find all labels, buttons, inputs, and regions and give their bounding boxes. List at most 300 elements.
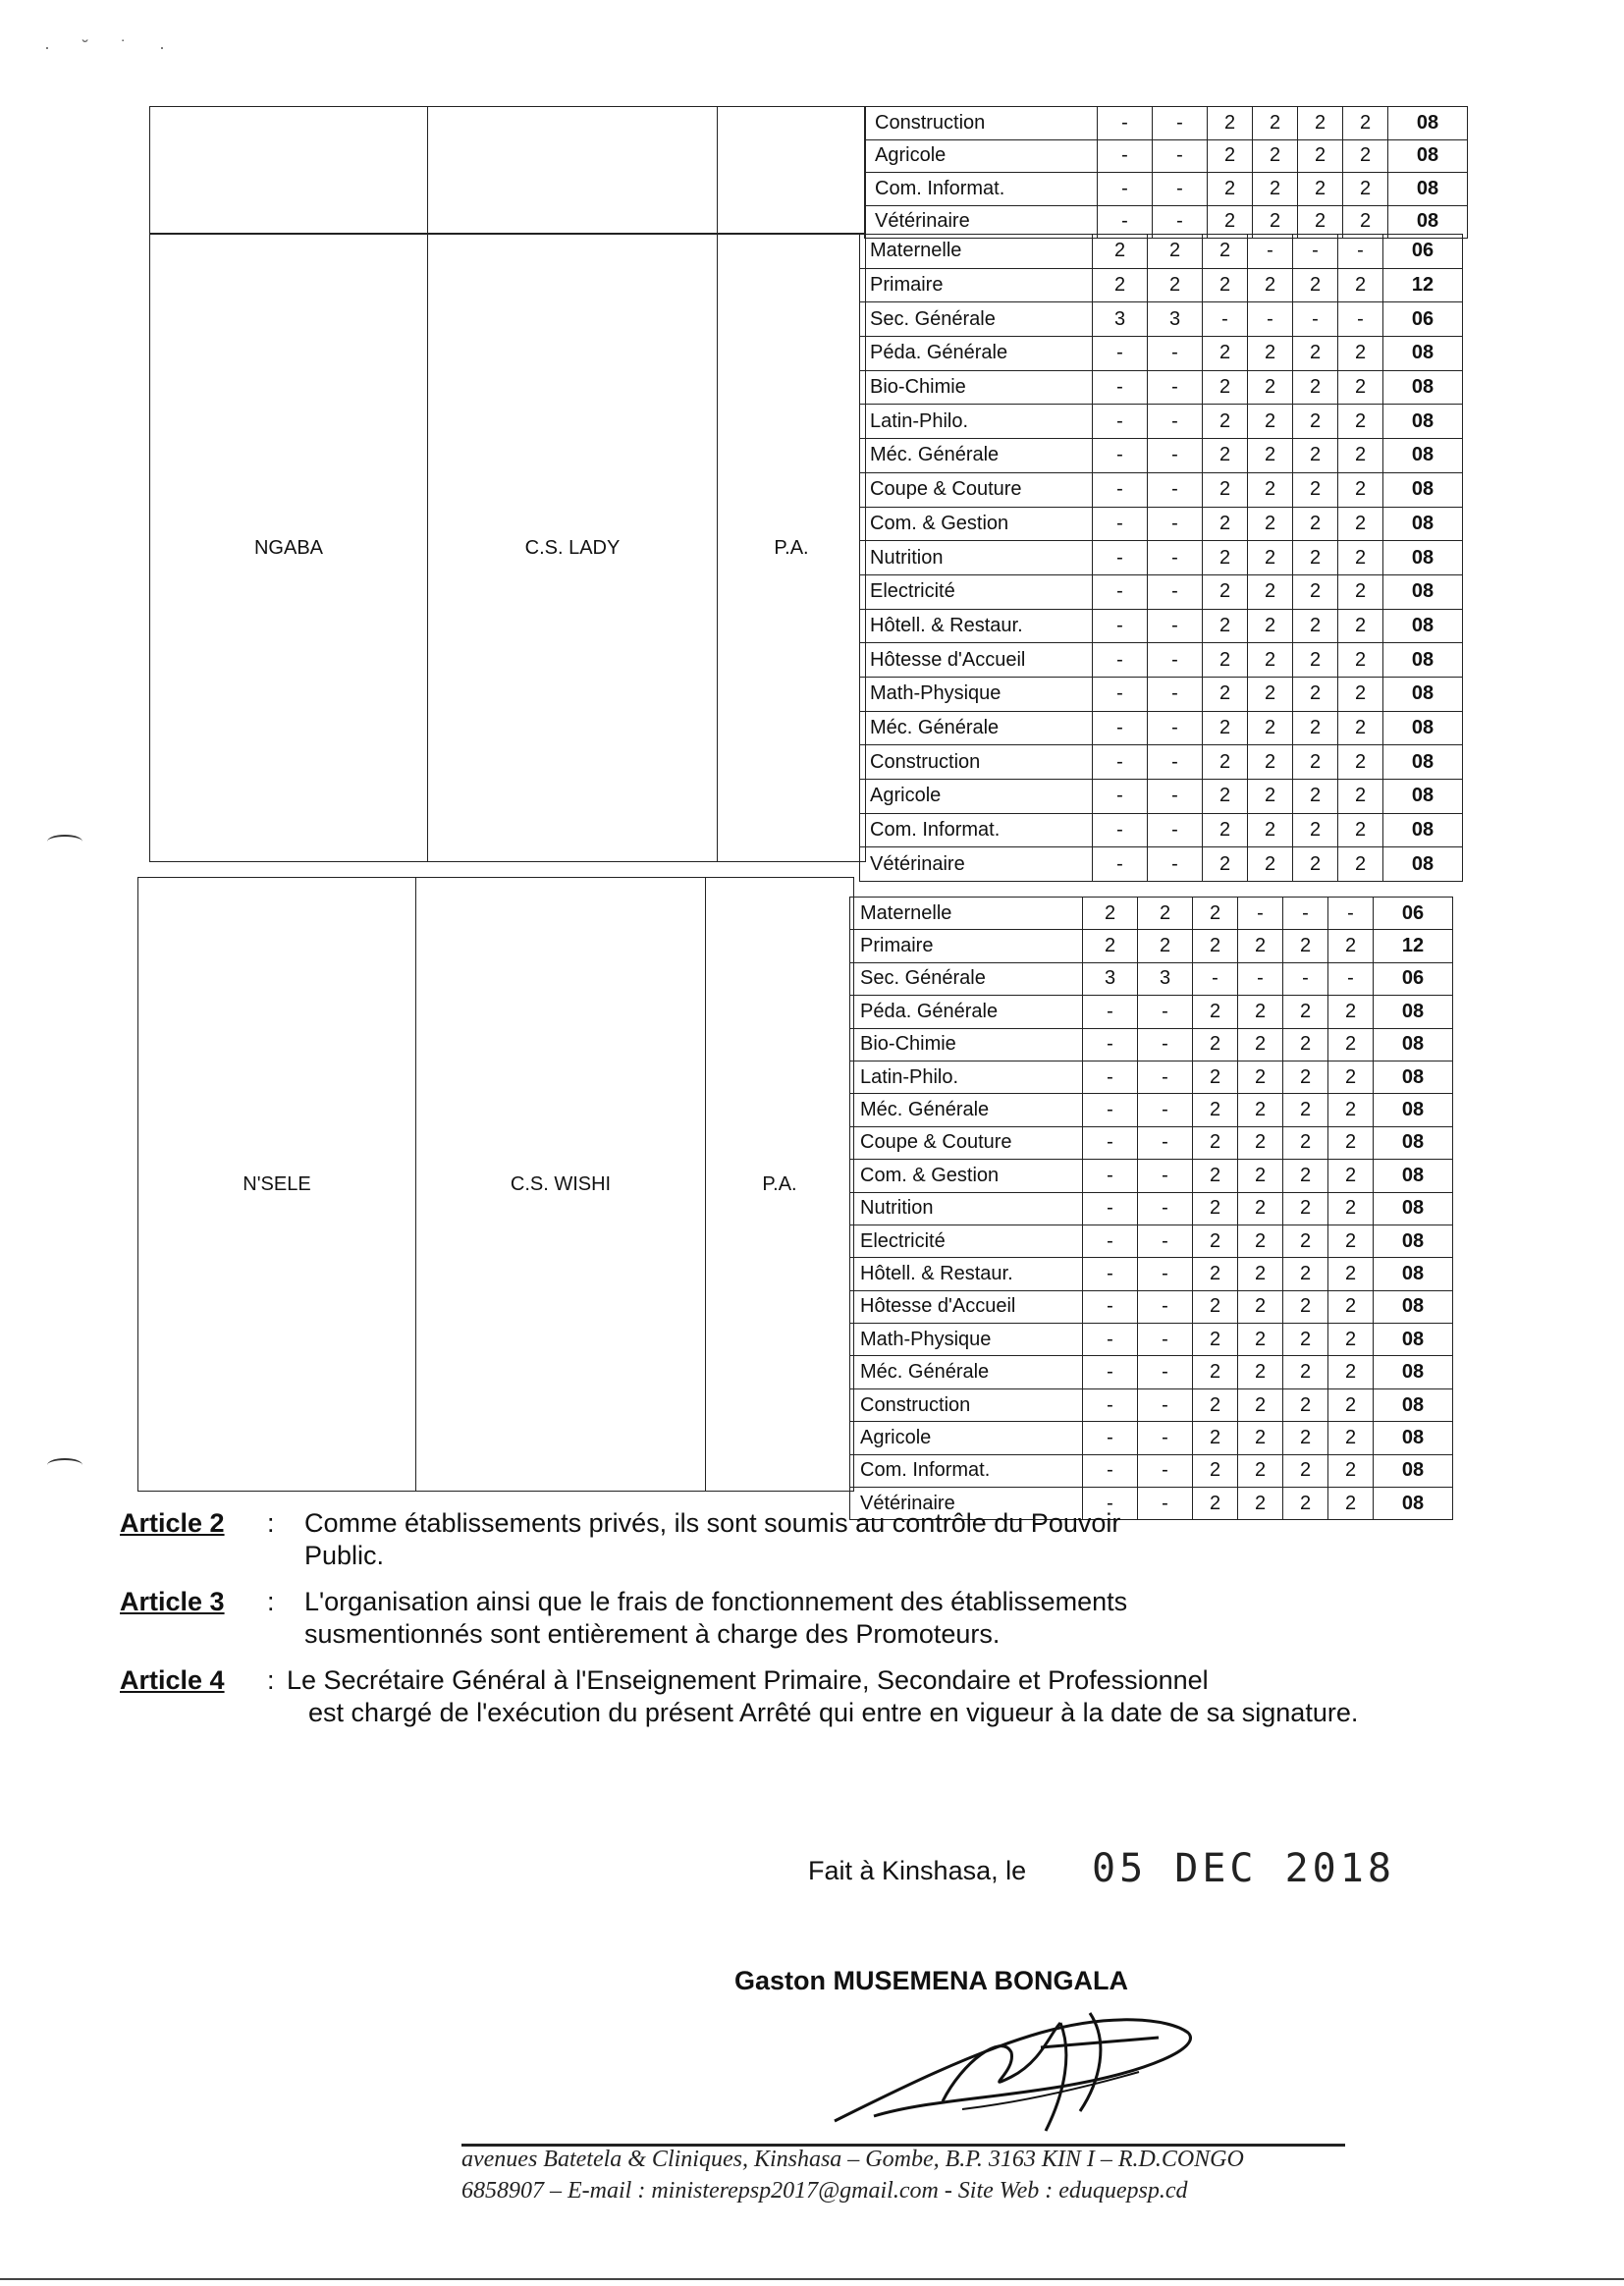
- option-name-cell: Nutrition: [860, 541, 1093, 575]
- class-count-cell: -: [1083, 1388, 1138, 1421]
- table-row: [860, 235, 1463, 269]
- class-count-cell: 2: [1203, 370, 1248, 405]
- class-count-cell: 2: [1298, 205, 1343, 239]
- class-count-cell: 2: [1293, 677, 1338, 711]
- article-colon: :: [267, 1508, 275, 1538]
- table-row: [860, 711, 1463, 745]
- class-count-cell: 2: [1248, 609, 1293, 643]
- class-count-cell: 2: [1283, 1028, 1328, 1061]
- class-count-cell: -: [1148, 711, 1203, 745]
- class-count-cell: 2: [1328, 1422, 1374, 1454]
- class-count-cell: 2: [1203, 472, 1248, 507]
- class-count-cell: -: [1138, 1258, 1193, 1290]
- class-count-cell: -: [1138, 1488, 1193, 1520]
- class-count-cell: -: [1093, 609, 1148, 643]
- class-count-cell: -: [1153, 205, 1208, 239]
- class-count-cell: 3: [1148, 302, 1203, 337]
- class-count-cell: 2: [1248, 337, 1293, 371]
- class-count-cell: 2: [1208, 205, 1253, 239]
- class-count-cell: -: [1193, 962, 1238, 995]
- class-count-cell: 2: [1293, 405, 1338, 439]
- class-count-cell: -: [1148, 780, 1203, 814]
- class-count-cell: -: [1093, 439, 1148, 473]
- class-count-cell: 2: [1328, 1488, 1374, 1520]
- class-count-cell: -: [1248, 302, 1293, 337]
- table-row: [860, 574, 1463, 609]
- class-count-cell: 2: [1193, 898, 1238, 930]
- class-count-cell: 3: [1083, 962, 1138, 995]
- option-name-cell: Math-Physique: [850, 1324, 1083, 1356]
- class-count-cell: 2: [1338, 472, 1383, 507]
- option-name-cell: Primaire: [860, 268, 1093, 302]
- table-row: [850, 930, 1453, 962]
- class-count-cell: 2: [1193, 1290, 1238, 1323]
- class-count-cell: 2: [1338, 574, 1383, 609]
- class-count-cell: -: [1203, 302, 1248, 337]
- class-count-cell: 2: [1283, 1225, 1328, 1257]
- class-count-cell: 2: [1203, 847, 1248, 882]
- total-cell: 08: [1383, 337, 1463, 371]
- table-row: [860, 268, 1463, 302]
- class-count-cell: 2: [1298, 173, 1343, 206]
- class-count-cell: 2: [1328, 1192, 1374, 1225]
- class-count-cell: -: [1083, 1290, 1138, 1323]
- left-columns: [149, 106, 866, 234]
- table-row: [865, 107, 1468, 140]
- class-count-cell: -: [1153, 107, 1208, 140]
- class-count-cell: 2: [1248, 507, 1293, 541]
- class-count-cell: 3: [1138, 962, 1193, 995]
- class-count-cell: -: [1328, 962, 1374, 995]
- class-count-cell: 2: [1253, 205, 1298, 239]
- class-count-cell: 2: [1238, 1488, 1283, 1520]
- class-count-cell: 2: [1238, 1290, 1283, 1323]
- option-name-cell: Agricole: [865, 139, 1098, 173]
- left-columns: [137, 877, 854, 1492]
- class-count-cell: 2: [1248, 574, 1293, 609]
- class-count-cell: -: [1138, 1225, 1193, 1257]
- option-name-cell: Coupe & Couture: [850, 1126, 1083, 1159]
- class-count-cell: -: [1093, 370, 1148, 405]
- class-count-cell: 2: [1293, 439, 1338, 473]
- class-count-cell: 2: [1203, 609, 1248, 643]
- class-count-cell: -: [1148, 370, 1203, 405]
- total-cell: 06: [1383, 235, 1463, 269]
- class-count-cell: 2: [1293, 370, 1338, 405]
- class-count-cell: -: [1093, 541, 1148, 575]
- total-cell: 08: [1374, 1422, 1453, 1454]
- school-cell: [428, 107, 718, 234]
- class-count-cell: 2: [1338, 370, 1383, 405]
- class-count-cell: 2: [1193, 930, 1238, 962]
- class-count-cell: -: [1148, 847, 1203, 882]
- class-count-cell: 2: [1338, 813, 1383, 847]
- class-count-cell: 2: [1193, 1225, 1238, 1257]
- class-count-cell: -: [1248, 235, 1293, 269]
- class-count-cell: 2: [1238, 1388, 1283, 1421]
- class-count-cell: 2: [1338, 405, 1383, 439]
- option-name-cell: Bio-Chimie: [850, 1028, 1083, 1061]
- article-3: [120, 1586, 1494, 1651]
- class-count-cell: 2: [1328, 1094, 1374, 1126]
- class-count-cell: -: [1138, 1388, 1193, 1421]
- table-row: [850, 1454, 1453, 1487]
- class-count-cell: -: [1138, 1290, 1193, 1323]
- table-row: [860, 405, 1463, 439]
- class-count-cell: -: [1138, 1192, 1193, 1225]
- option-name-cell: Electricité: [850, 1225, 1083, 1257]
- class-count-cell: -: [1238, 962, 1283, 995]
- class-count-cell: 2: [1328, 1126, 1374, 1159]
- class-count-cell: 2: [1328, 930, 1374, 962]
- class-count-cell: 2: [1283, 1094, 1328, 1126]
- option-name-cell: Com. & Gestion: [860, 507, 1093, 541]
- class-count-cell: -: [1293, 302, 1338, 337]
- class-count-cell: 2: [1328, 1028, 1374, 1061]
- class-count-cell: 2: [1208, 107, 1253, 140]
- total-cell: 08: [1374, 1225, 1453, 1257]
- class-count-cell: 2: [1283, 1454, 1328, 1487]
- class-count-cell: -: [1138, 1422, 1193, 1454]
- class-count-cell: 2: [1083, 930, 1138, 962]
- article-text: [287, 1664, 1435, 1729]
- class-count-cell: -: [1098, 205, 1153, 239]
- class-count-cell: 2: [1338, 847, 1383, 882]
- table-row: [850, 1126, 1453, 1159]
- table-row: [850, 1028, 1453, 1061]
- table-row: [860, 370, 1463, 405]
- table-row: [860, 472, 1463, 507]
- status-cell: [718, 107, 866, 234]
- class-count-cell: 2: [1203, 541, 1248, 575]
- class-count-cell: -: [1148, 405, 1203, 439]
- class-count-cell: 2: [1203, 780, 1248, 814]
- class-count-cell: 2: [1238, 1225, 1283, 1257]
- total-cell: 08: [1383, 711, 1463, 745]
- option-table: [859, 234, 1463, 882]
- option-name-cell: Méc. Générale: [850, 1094, 1083, 1126]
- table-row: [850, 1258, 1453, 1290]
- total-cell: 08: [1383, 780, 1463, 814]
- footer-contact: 6858907 – E-mail : ministerepsp2017@gmail.com - Site Web : eduquepsp.cd: [461, 2178, 1188, 2204]
- total-cell: 08: [1383, 813, 1463, 847]
- class-count-cell: -: [1093, 745, 1148, 780]
- table-row: [850, 1160, 1453, 1192]
- table-row: [850, 996, 1453, 1028]
- class-count-cell: 2: [1293, 780, 1338, 814]
- total-cell: 12: [1383, 268, 1463, 302]
- class-count-cell: 2: [1283, 1388, 1328, 1421]
- class-count-cell: -: [1083, 1225, 1138, 1257]
- class-count-cell: 2: [1193, 1094, 1238, 1126]
- total-cell: 08: [1374, 1192, 1453, 1225]
- table-row: [860, 337, 1463, 371]
- class-count-cell: -: [1138, 996, 1193, 1028]
- class-count-cell: 2: [1138, 898, 1193, 930]
- class-count-cell: 2: [1298, 139, 1343, 173]
- class-count-cell: -: [1148, 813, 1203, 847]
- table-block-ngaba: [149, 234, 1499, 875]
- article-line: est chargé de l'exécution du présent Arrêté qui entre en vigueur à la date de sa signature.: [308, 1698, 1359, 1727]
- table-row: [850, 1356, 1453, 1388]
- class-count-cell: -: [1138, 1160, 1193, 1192]
- total-cell: 08: [1383, 643, 1463, 678]
- class-count-cell: 2: [1238, 996, 1283, 1028]
- class-count-cell: -: [1083, 1061, 1138, 1093]
- class-count-cell: -: [1283, 962, 1328, 995]
- option-name-cell: Com. Informat.: [865, 173, 1098, 206]
- class-count-cell: -: [1083, 1454, 1138, 1487]
- class-count-cell: -: [1083, 1258, 1138, 1290]
- class-count-cell: 2: [1193, 1422, 1238, 1454]
- total-cell: 08: [1383, 541, 1463, 575]
- option-name-cell: Construction: [850, 1388, 1083, 1421]
- table-block-continued: [149, 106, 1499, 234]
- class-count-cell: 2: [1343, 139, 1388, 173]
- left-columns: [149, 234, 866, 862]
- class-count-cell: 2: [1203, 574, 1248, 609]
- class-count-cell: 3: [1093, 302, 1148, 337]
- table-row: [850, 1290, 1453, 1323]
- class-count-cell: 2: [1248, 711, 1293, 745]
- class-count-cell: 2: [1283, 1290, 1328, 1323]
- class-count-cell: -: [1083, 1192, 1138, 1225]
- table-row: [850, 898, 1453, 930]
- table-row: [850, 962, 1453, 995]
- option-name-cell: Hôtesse d'Accueil: [850, 1290, 1083, 1323]
- place-date-text: Fait à Kinshasa, le: [808, 1856, 1027, 1885]
- class-count-cell: 2: [1203, 507, 1248, 541]
- class-count-cell: -: [1148, 472, 1203, 507]
- class-count-cell: 2: [1338, 609, 1383, 643]
- total-cell: 12: [1374, 930, 1453, 962]
- class-count-cell: 2: [1328, 1160, 1374, 1192]
- option-name-cell: Agricole: [850, 1422, 1083, 1454]
- class-count-cell: 2: [1193, 1488, 1238, 1520]
- table-row: [860, 541, 1463, 575]
- class-count-cell: 2: [1328, 1454, 1374, 1487]
- total-cell: 08: [1383, 609, 1463, 643]
- scan-specks: · ˘ ˙ ·: [44, 37, 179, 57]
- class-count-cell: 2: [1193, 1160, 1238, 1192]
- class-count-cell: -: [1148, 541, 1203, 575]
- option-name-cell: Latin-Philo.: [860, 405, 1093, 439]
- class-count-cell: 2: [1293, 337, 1338, 371]
- table-row: [860, 507, 1463, 541]
- option-name-cell: Hôtell. & Restaur.: [850, 1258, 1083, 1290]
- date-stamp: 05 DEC 2018: [1092, 1846, 1395, 1891]
- class-count-cell: -: [1093, 813, 1148, 847]
- option-name-cell: Hôtesse d'Accueil: [860, 643, 1093, 678]
- option-name-cell: Nutrition: [850, 1192, 1083, 1225]
- option-name-cell: Sec. Générale: [850, 962, 1083, 995]
- class-count-cell: 2: [1283, 1061, 1328, 1093]
- signer-name: Gaston MUSEMENA BONGALA: [734, 1966, 1129, 1995]
- total-cell: 08: [1374, 1324, 1453, 1356]
- total-cell: 08: [1374, 1028, 1453, 1061]
- class-count-cell: 2: [1203, 268, 1248, 302]
- total-cell: 06: [1383, 302, 1463, 337]
- table-row: [850, 1094, 1453, 1126]
- class-count-cell: -: [1093, 507, 1148, 541]
- table-row: [860, 609, 1463, 643]
- class-count-cell: 2: [1203, 643, 1248, 678]
- class-count-cell: 2: [1293, 643, 1338, 678]
- class-count-cell: 2: [1203, 745, 1248, 780]
- class-count-cell: 2: [1248, 370, 1293, 405]
- class-count-cell: -: [1148, 439, 1203, 473]
- class-count-cell: 2: [1328, 1324, 1374, 1356]
- class-count-cell: 2: [1148, 235, 1203, 269]
- article-text: [304, 1586, 1494, 1651]
- class-count-cell: 2: [1283, 1488, 1328, 1520]
- option-name-cell: Vétérinaire: [865, 205, 1098, 239]
- class-count-cell: -: [1083, 1160, 1138, 1192]
- class-count-cell: -: [1093, 405, 1148, 439]
- class-count-cell: 2: [1248, 847, 1293, 882]
- class-count-cell: 2: [1338, 268, 1383, 302]
- option-name-cell: Primaire: [850, 930, 1083, 962]
- class-count-cell: 2: [1283, 1126, 1328, 1159]
- option-name-cell: Sec. Générale: [860, 302, 1093, 337]
- total-cell: 08: [1388, 139, 1468, 173]
- table-row: [860, 302, 1463, 337]
- total-cell: 08: [1383, 847, 1463, 882]
- class-count-cell: 2: [1338, 439, 1383, 473]
- total-cell: 08: [1374, 1488, 1453, 1520]
- class-count-cell: 2: [1293, 472, 1338, 507]
- class-count-cell: -: [1083, 1324, 1138, 1356]
- class-count-cell: 2: [1083, 898, 1138, 930]
- option-name-cell: Construction: [865, 107, 1098, 140]
- option-name-cell: Maternelle: [860, 235, 1093, 269]
- table-row: [850, 1061, 1453, 1093]
- class-count-cell: -: [1098, 107, 1153, 140]
- class-count-cell: -: [1138, 1356, 1193, 1388]
- school-cell: C.S. WISHI: [416, 878, 706, 1492]
- class-count-cell: -: [1293, 235, 1338, 269]
- article-line: Comme établissements privés, ils sont soumis au contrôle du Pouvoir: [304, 1508, 1121, 1538]
- option-name-cell: Electricité: [860, 574, 1093, 609]
- class-count-cell: 2: [1238, 1028, 1283, 1061]
- class-count-cell: -: [1083, 1356, 1138, 1388]
- scan-mark: [47, 835, 82, 848]
- class-count-cell: 2: [1238, 1160, 1283, 1192]
- class-count-cell: 2: [1238, 1422, 1283, 1454]
- class-count-cell: 2: [1293, 268, 1338, 302]
- table-row: [850, 1324, 1453, 1356]
- table-block-nsele: [137, 877, 1488, 1514]
- class-count-cell: 2: [1248, 472, 1293, 507]
- class-count-cell: -: [1138, 1126, 1193, 1159]
- class-count-cell: 2: [1283, 1192, 1328, 1225]
- class-count-cell: 2: [1338, 541, 1383, 575]
- class-count-cell: -: [1093, 677, 1148, 711]
- articles: [120, 1507, 1494, 1741]
- class-count-cell: 2: [1253, 173, 1298, 206]
- class-count-cell: 2: [1203, 711, 1248, 745]
- status-cell: P.A.: [706, 878, 854, 1492]
- class-count-cell: -: [1093, 643, 1148, 678]
- option-name-cell: Méc. Générale: [860, 711, 1093, 745]
- total-cell: 08: [1374, 1126, 1453, 1159]
- status-cell: P.A.: [718, 235, 866, 862]
- total-cell: 08: [1388, 205, 1468, 239]
- class-count-cell: -: [1083, 1422, 1138, 1454]
- table-row: [860, 677, 1463, 711]
- option-name-cell: Méc. Générale: [850, 1356, 1083, 1388]
- class-count-cell: 2: [1248, 405, 1293, 439]
- article-line: Le Secrétaire Général à l'Enseignement Primaire, Secondaire et Professionnel: [287, 1665, 1209, 1695]
- table-row: [865, 173, 1468, 206]
- option-name-cell: Com. Informat.: [860, 813, 1093, 847]
- option-name-cell: Péda. Générale: [860, 337, 1093, 371]
- class-count-cell: 2: [1193, 1126, 1238, 1159]
- class-count-cell: -: [1148, 574, 1203, 609]
- class-count-cell: 2: [1283, 930, 1328, 962]
- total-cell: 08: [1374, 1454, 1453, 1487]
- class-count-cell: 2: [1193, 1258, 1238, 1290]
- class-count-cell: 2: [1248, 813, 1293, 847]
- class-count-cell: 2: [1138, 930, 1193, 962]
- class-count-cell: 2: [1338, 507, 1383, 541]
- class-count-cell: 2: [1338, 677, 1383, 711]
- total-cell: 08: [1383, 405, 1463, 439]
- class-count-cell: 2: [1328, 1388, 1374, 1421]
- class-count-cell: 2: [1203, 235, 1248, 269]
- total-cell: 08: [1374, 1160, 1453, 1192]
- class-count-cell: 2: [1283, 1258, 1328, 1290]
- table-row: [865, 139, 1468, 173]
- class-count-cell: 2: [1238, 1258, 1283, 1290]
- class-count-cell: 2: [1238, 1192, 1283, 1225]
- class-count-cell: 2: [1338, 643, 1383, 678]
- class-count-cell: -: [1083, 1028, 1138, 1061]
- class-count-cell: 2: [1328, 1290, 1374, 1323]
- option-name-cell: Latin-Philo.: [850, 1061, 1083, 1093]
- total-cell: 08: [1374, 1094, 1453, 1126]
- class-count-cell: 2: [1293, 609, 1338, 643]
- class-count-cell: 2: [1193, 1454, 1238, 1487]
- class-count-cell: 2: [1148, 268, 1203, 302]
- class-count-cell: 2: [1253, 107, 1298, 140]
- class-count-cell: -: [1153, 173, 1208, 206]
- article-colon: :: [267, 1587, 275, 1616]
- class-count-cell: 2: [1193, 996, 1238, 1028]
- class-count-cell: 2: [1238, 1094, 1283, 1126]
- total-cell: 06: [1374, 962, 1453, 995]
- class-count-cell: 2: [1328, 996, 1374, 1028]
- class-count-cell: -: [1238, 898, 1283, 930]
- class-count-cell: 2: [1203, 813, 1248, 847]
- class-count-cell: 2: [1328, 1225, 1374, 1257]
- class-count-cell: -: [1148, 609, 1203, 643]
- article-colon: :: [267, 1665, 275, 1695]
- class-count-cell: 2: [1343, 173, 1388, 206]
- total-cell: 08: [1388, 107, 1468, 140]
- total-cell: 06: [1374, 898, 1453, 930]
- class-count-cell: 2: [1283, 996, 1328, 1028]
- class-count-cell: 2: [1343, 107, 1388, 140]
- option-name-cell: Bio-Chimie: [860, 370, 1093, 405]
- table-row: [860, 745, 1463, 780]
- class-count-cell: 2: [1328, 1061, 1374, 1093]
- class-count-cell: 2: [1328, 1356, 1374, 1388]
- class-count-cell: 2: [1283, 1160, 1328, 1192]
- table-row: [850, 1388, 1453, 1421]
- article-line: L'organisation ainsi que le frais de fonctionnement des établissements: [304, 1587, 1128, 1616]
- class-count-cell: 2: [1343, 205, 1388, 239]
